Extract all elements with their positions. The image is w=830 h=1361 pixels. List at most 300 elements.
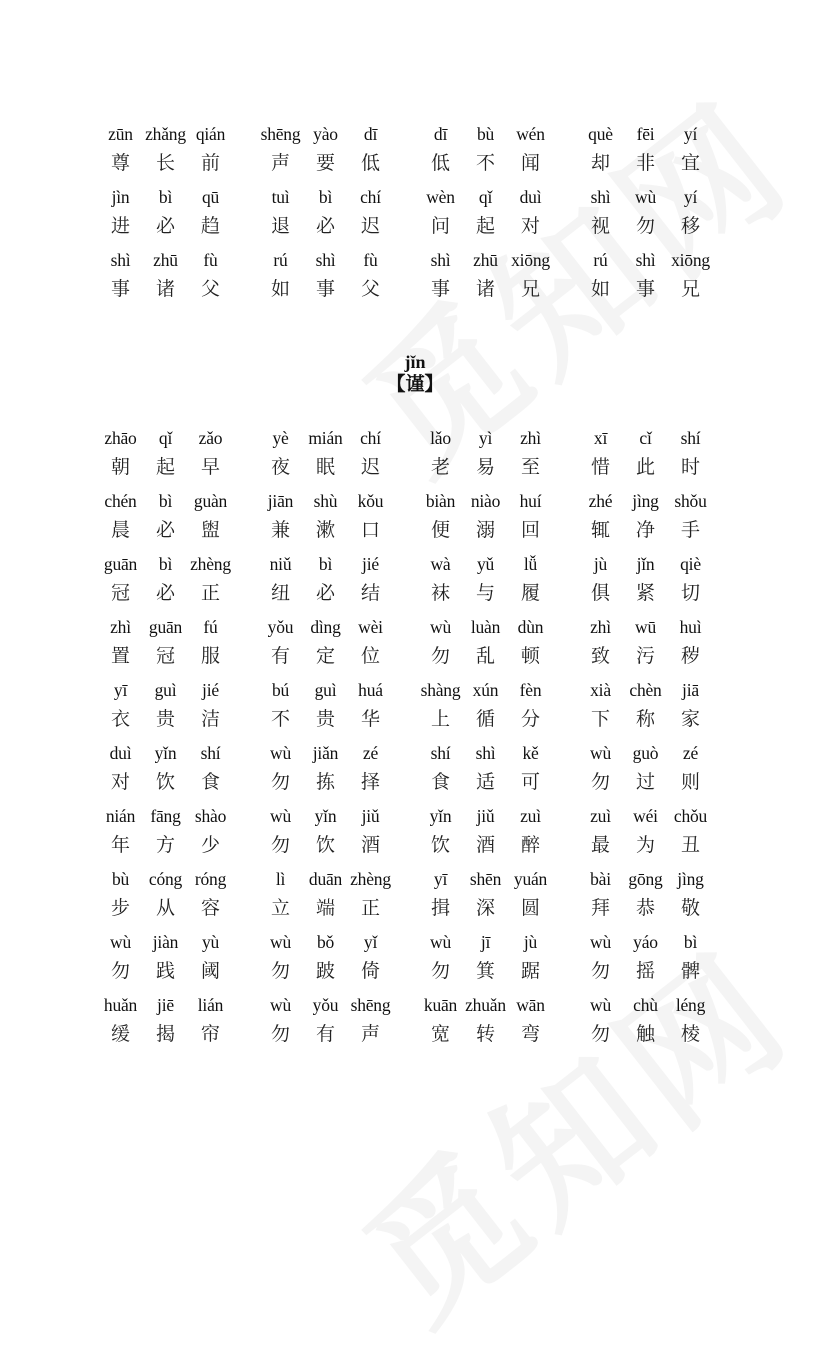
pinyin-line [98,248,258,272]
pinyin-syllable: yǔ [476,554,495,574]
hanzi-character: 年 [110,834,130,856]
pinyin-line [258,489,418,513]
verse-phrase [98,185,258,248]
pinyin-line [258,804,418,828]
pinyin-syllable: jiàn [152,932,179,952]
pinyin-syllable: wù [270,806,291,826]
pinyin-syllable: jiē [157,995,174,1015]
hanzi-character: 迟 [360,215,380,237]
hanzi-line [98,769,258,795]
pinyin-syllable: lián [197,995,224,1015]
pinyin-syllable: yí [683,187,698,207]
hanzi-character: 如 [590,278,610,300]
hanzi-character: 贵 [315,708,335,730]
hanzi-character: 问 [430,215,450,237]
pinyin-syllable: zhé [588,491,613,511]
pinyin-syllable: nián [105,806,136,826]
hanzi-character: 如 [270,278,290,300]
hanzi-character: 漱 [315,519,335,541]
pinyin-line [418,122,578,146]
pinyin-line [98,122,258,146]
hanzi-character: 事 [110,278,130,300]
pinyin-line [578,615,738,639]
pinyin-syllable: dī [433,124,448,144]
pinyin-syllable: zé [682,743,699,763]
pinyin-syllable: zhì [520,428,541,448]
hanzi-character: 髀 [680,960,700,982]
hanzi-character: 饮 [315,834,335,856]
heading-pinyin: jǐn [404,352,426,372]
pinyin-syllable: wéi [633,806,658,826]
pinyin-syllable: kǒu [357,491,384,511]
verse-phrase [578,930,738,993]
hanzi-character: 必 [155,582,175,604]
pinyin-syllable: rú [593,250,608,270]
pinyin-syllable: wù [270,932,291,952]
hanzi-character: 前 [200,152,220,174]
pinyin-syllable: shàng [420,680,461,700]
verse-phrase [418,248,578,311]
hanzi-character: 至 [520,456,540,478]
pinyin-syllable: guò [632,743,659,763]
hanzi-character: 必 [315,215,335,237]
hanzi-character: 迟 [360,456,380,478]
hanzi-line [98,706,258,732]
verse-phrase [98,426,258,489]
verse-phrase [98,122,258,185]
hanzi-line [418,276,578,302]
pinyin-line [418,615,578,639]
pinyin-syllable: zuì [520,806,541,826]
pinyin-line [418,741,578,765]
section-heading [0,352,830,396]
pinyin-syllable: qián [195,124,226,144]
pinyin-syllable: jiǎn [312,743,339,763]
hanzi-character: 口 [360,519,380,541]
pinyin-syllable: mián [308,428,343,448]
hanzi-character: 朝 [110,456,130,478]
verse-phrase [258,426,418,489]
hanzi-character: 紧 [635,582,655,604]
hanzi-character: 事 [315,278,335,300]
pinyin-syllable: dùn [517,617,544,637]
pinyin-syllable: zhāo [104,428,137,448]
hanzi-character: 手 [680,519,700,541]
verse-phrase [258,552,418,615]
hanzi-character: 最 [590,834,610,856]
pinyin-syllable: shì [590,187,611,207]
pinyin-syllable: xún [472,680,499,700]
hanzi-character: 诸 [155,278,175,300]
pinyin-syllable: jìn [111,187,130,207]
pinyin-syllable: wù [635,187,656,207]
hanzi-line [418,832,578,858]
hanzi-line [418,213,578,239]
pinyin-syllable: lì [275,869,286,889]
pinyin-line [418,993,578,1017]
pinyin-line [258,615,418,639]
verse-phrase [98,930,258,993]
hanzi-character: 践 [155,960,175,982]
pinyin-line [98,489,258,513]
hanzi-character: 勿 [430,960,450,982]
pinyin-syllable: guān [103,554,138,574]
hanzi-character: 勿 [270,960,290,982]
pinyin-line [418,867,578,891]
pinyin-syllable: shì [475,743,496,763]
pinyin-syllable: gōng [628,869,663,889]
hanzi-character: 勿 [430,645,450,667]
hanzi-character: 退 [270,215,290,237]
hanzi-character: 对 [520,215,540,237]
pinyin-syllable: bì [158,187,173,207]
verse-phrase [418,122,578,185]
hanzi-character: 揖 [430,897,450,919]
pinyin-line [418,552,578,576]
pinyin-line [98,426,258,450]
hanzi-character: 家 [680,708,700,730]
pinyin-syllable: huí [519,491,542,511]
pinyin-syllable: yǐn [429,806,452,826]
pinyin-syllable: yí [683,124,698,144]
hanzi-character: 顿 [520,645,540,667]
pinyin-syllable: chén [104,491,137,511]
hanzi-character: 定 [315,645,335,667]
verse-phrase [418,185,578,248]
hanzi-character: 步 [110,897,130,919]
hanzi-character: 揭 [155,1023,175,1045]
verse-phrase [98,993,258,1056]
hanzi-character: 俱 [590,582,610,604]
pinyin-syllable: xī [593,428,608,448]
pinyin-syllable: yuán [513,869,548,889]
hanzi-character: 要 [315,152,335,174]
hanzi-line [258,517,418,543]
hanzi-character: 分 [520,708,540,730]
hanzi-character: 正 [200,582,220,604]
hanzi-character: 冠 [155,645,175,667]
hanzi-character: 视 [590,215,610,237]
verse-phrase [258,930,418,993]
hanzi-character: 衣 [110,708,130,730]
pinyin-syllable: guàn [193,491,228,511]
pinyin-syllable: wān [516,995,545,1015]
verse-phrase [98,804,258,867]
hanzi-character: 早 [200,456,220,478]
pinyin-syllable: bú [271,680,290,700]
pinyin-syllable: fù [203,250,218,270]
verse-phrase [578,552,738,615]
pinyin-syllable: yè [272,428,289,448]
hanzi-line [98,895,258,921]
hanzi-line [578,213,738,239]
pinyin-syllable: yǒu [267,617,294,637]
pinyin-syllable: dī [363,124,378,144]
hanzi-character: 辄 [590,519,610,541]
pinyin-syllable: què [588,124,613,144]
pinyin-line [258,741,418,765]
pinyin-line [418,248,578,272]
pinyin-line [258,993,418,1017]
hanzi-character: 圆 [520,897,540,919]
hanzi-line [258,150,418,176]
verse-phrase [578,615,738,678]
pinyin-syllable: shù [313,491,338,511]
pinyin-syllable: zhì [110,617,131,637]
pinyin-syllable: wèi [358,617,383,637]
pinyin-syllable: fù [363,250,378,270]
pinyin-syllable: léng [675,995,706,1015]
pinyin-syllable: jiā [682,680,699,700]
hanzi-character: 阈 [200,960,220,982]
hanzi-character: 非 [635,152,655,174]
hanzi-character: 从 [155,897,175,919]
hanzi-character: 起 [475,215,495,237]
verse-phrase [258,185,418,248]
pinyin-syllable: huǎn [103,995,138,1015]
verse-phrase [418,804,578,867]
verse-phrase [578,489,738,552]
pinyin-line [98,867,258,891]
hanzi-line [578,832,738,858]
hanzi-character: 诸 [475,278,495,300]
hanzi-line [578,580,738,606]
pinyin-line [578,248,738,272]
hanzi-line [98,213,258,239]
pinyin-line [418,426,578,450]
pinyin-syllable: jiān [267,491,294,511]
pinyin-syllable: yǐ [363,932,378,952]
hanzi-character: 棱 [680,1023,700,1045]
pinyin-syllable: fú [203,617,218,637]
hanzi-character: 立 [270,897,290,919]
pinyin-syllable: wù [590,995,611,1015]
pinyin-syllable: jù [593,554,608,574]
hanzi-character: 必 [315,582,335,604]
hanzi-character: 勿 [270,771,290,793]
verse-phrase [258,489,418,552]
pinyin-line [258,185,418,209]
pinyin-syllable: zhǎng [145,124,186,144]
pinyin-syllable: biàn [425,491,456,511]
hanzi-character: 拣 [315,771,335,793]
pinyin-syllable: shì [110,250,131,270]
pinyin-line [258,552,418,576]
pinyin-syllable: bài [590,869,611,889]
hanzi-character: 低 [430,152,450,174]
pinyin-line [418,678,578,702]
verse-phrase [418,426,578,489]
pinyin-syllable: zhū [153,250,178,270]
hanzi-line [578,1021,738,1047]
verse-phrase [258,867,418,930]
hanzi-character: 勿 [590,771,610,793]
hanzi-character: 弯 [520,1023,540,1045]
hanzi-character: 乱 [475,645,495,667]
pinyin-syllable: chí [360,187,381,207]
hanzi-line [98,958,258,984]
hanzi-character: 端 [315,897,335,919]
hanzi-line [98,643,258,669]
pinyin-line [578,426,738,450]
verse-phrase [258,248,418,311]
hanzi-character: 勿 [270,1023,290,1045]
hanzi-character: 勿 [110,960,130,982]
hanzi-character: 循 [475,708,495,730]
pinyin-syllable: yào [313,124,338,144]
hanzi-character: 移 [680,215,700,237]
hanzi-character: 事 [635,278,655,300]
hanzi-character: 履 [520,582,540,604]
hanzi-line [418,895,578,921]
pinyin-syllable: bù [476,124,495,144]
pinyin-line [578,489,738,513]
hanzi-character: 拜 [590,897,610,919]
hanzi-character: 上 [430,708,450,730]
pinyin-line [578,122,738,146]
hanzi-character: 闻 [520,152,540,174]
hanzi-line [418,517,578,543]
pinyin-syllable: zhì [590,617,611,637]
pinyin-syllable: cóng [148,869,183,889]
hanzi-character: 洁 [200,708,220,730]
hanzi-line [258,643,418,669]
hanzi-character: 不 [270,708,290,730]
pinyin-syllable: qiè [680,554,701,574]
pinyin-syllable: fèn [519,680,542,700]
verse-phrase [418,867,578,930]
pinyin-line [258,122,418,146]
hanzi-character: 位 [360,645,380,667]
hanzi-character: 夜 [270,456,290,478]
hanzi-character: 缓 [110,1023,130,1045]
hanzi-line [578,454,738,480]
verse-phrase [578,804,738,867]
pinyin-line [98,185,258,209]
pinyin-syllable: yáo [633,932,658,952]
pinyin-line [98,615,258,639]
hanzi-character: 声 [270,152,290,174]
hanzi-character: 易 [475,456,495,478]
pinyin-syllable: zǎo [198,428,223,448]
hanzi-character: 置 [110,645,130,667]
pinyin-line [578,552,738,576]
pinyin-syllable: luàn [470,617,501,637]
pinyin-syllable: duān [308,869,343,889]
verse-phrase [578,122,738,185]
pinyin-syllable: shǒu [674,491,707,511]
hanzi-character: 净 [635,519,655,541]
pinyin-syllable: shí [680,428,701,448]
pinyin-line [258,930,418,954]
hanzi-character: 饮 [155,771,175,793]
hanzi-character: 称 [635,708,655,730]
pinyin-syllable: bì [158,554,173,574]
hanzi-line [418,150,578,176]
pinyin-line [258,426,418,450]
pinyin-line [418,804,578,828]
hanzi-character: 兄 [680,278,700,300]
verse-phrase [418,489,578,552]
hanzi-character: 对 [110,771,130,793]
pinyin-syllable: fāng [150,806,181,826]
pinyin-syllable: shào [194,806,227,826]
pinyin-syllable: zhèng [350,869,391,889]
pinyin-syllable: yì [478,428,493,448]
pinyin-syllable: zūn [108,124,133,144]
hanzi-character: 勿 [635,215,655,237]
pinyin-syllable: guì [314,680,337,700]
pinyin-syllable: jìng [677,869,704,889]
pinyin-line [98,678,258,702]
hanzi-line [418,706,578,732]
hanzi-line [418,1021,578,1047]
verse-phrase [98,678,258,741]
hanzi-line [418,643,578,669]
pinyin-syllable: cǐ [639,428,652,448]
pinyin-syllable: wù [270,743,291,763]
hanzi-character: 有 [270,645,290,667]
verse-phrase [418,615,578,678]
hanzi-line [98,454,258,480]
hanzi-character: 适 [475,771,495,793]
pinyin-syllable: zé [362,743,379,763]
hanzi-character: 敬 [680,897,700,919]
hanzi-character: 声 [360,1023,380,1045]
pinyin-syllable: huá [358,680,383,700]
hanzi-character: 跛 [315,960,335,982]
pinyin-line [578,185,738,209]
hanzi-character: 溺 [475,519,495,541]
verse-phrase [258,122,418,185]
pinyin-line [418,185,578,209]
hanzi-character: 丑 [680,834,700,856]
verse-phrase [98,552,258,615]
pinyin-syllable: wén [516,124,545,144]
hanzi-character: 可 [520,771,540,793]
hanzi-character: 父 [360,278,380,300]
pinyin-syllable: shì [635,250,656,270]
pinyin-syllable: jié [202,680,219,700]
pinyin-line [258,678,418,702]
pinyin-line [578,678,738,702]
pinyin-syllable: wū [635,617,656,637]
pinyin-syllable: zuì [590,806,611,826]
verse-phrase [98,741,258,804]
verse-phrase [98,867,258,930]
pinyin-syllable: yǐn [314,806,337,826]
hanzi-character: 为 [635,834,655,856]
verse-phrase [578,867,738,930]
verse-phrase [418,552,578,615]
hanzi-character: 摇 [635,960,655,982]
hanzi-line [578,276,738,302]
pinyin-syllable: jù [523,932,538,952]
pinyin-syllable: yù [201,932,220,952]
pinyin-syllable: yǐn [154,743,177,763]
hanzi-line [418,958,578,984]
pinyin-syllable: bì [158,491,173,511]
pinyin-syllable: zhèng [190,554,231,574]
hanzi-line [258,1021,418,1047]
pinyin-syllable: shí [430,743,451,763]
hanzi-character: 时 [680,456,700,478]
pinyin-syllable: wù [430,617,451,637]
hanzi-character: 进 [110,215,130,237]
hanzi-character: 袜 [430,582,450,604]
hanzi-character: 老 [430,456,450,478]
verse-phrase [578,678,738,741]
